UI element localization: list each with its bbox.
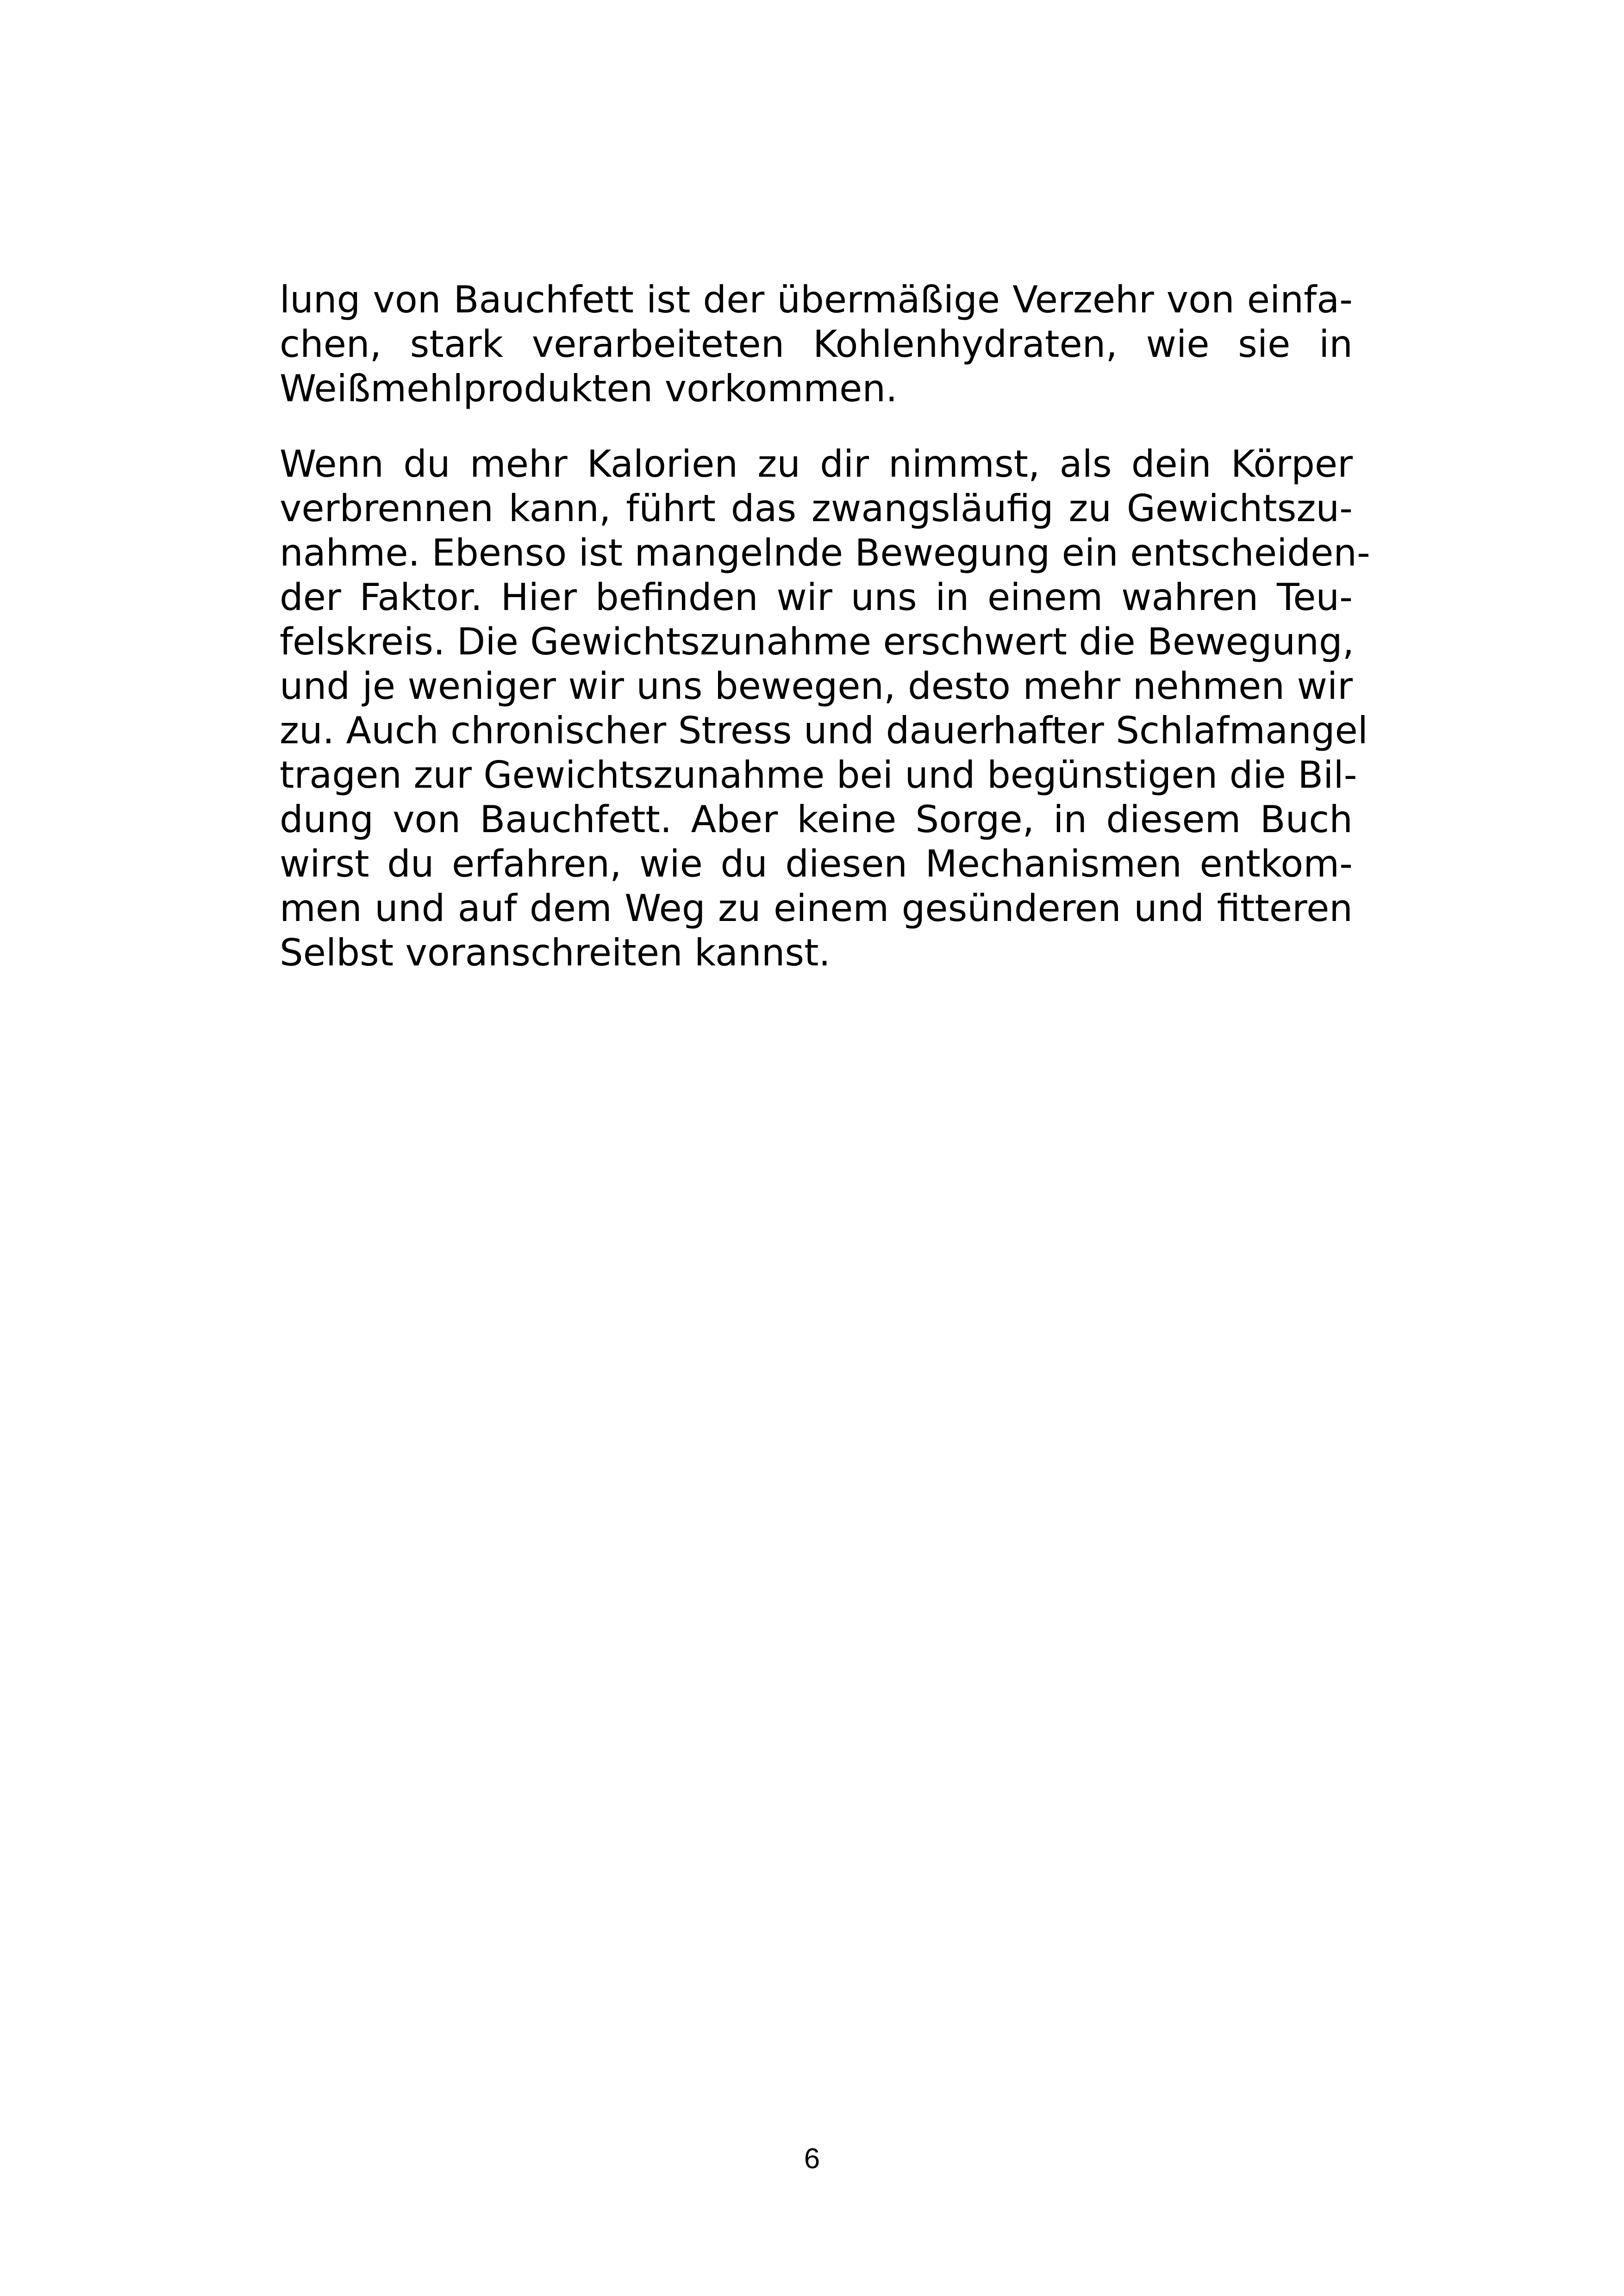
text-line: dung von Bauchfett. Aber keine Sorge, in diesem Buch bbox=[280, 798, 1353, 841]
paragraph-2 bbox=[280, 442, 1370, 975]
text-line: chen, stark verarbeiteten Kohlenhydraten, wie sie in bbox=[280, 323, 1353, 366]
text-line: lung von Bauchfett ist der übermäßige Verzehr von einfa- bbox=[280, 278, 1353, 321]
text-line: verbrennen kann, führt das zwangsläufig zu Gewichtszu- bbox=[280, 487, 1353, 530]
text-line: der Faktor. Hier befinden wir uns in einem wahren Teu- bbox=[280, 576, 1353, 619]
text-line: wirst du erfahren, wie du diesen Mechanismen entkom- bbox=[280, 842, 1353, 885]
text-line: und je weniger wir uns bewegen, desto mehr nehmen wir bbox=[280, 665, 1353, 708]
text-line: tragen zur Gewichtszunahme bei und begünstigen die Bil- bbox=[280, 753, 1357, 796]
text-line: felskreis. Die Gewichtszunahme erschwert die Bewegung, bbox=[280, 620, 1355, 663]
paragraph-1 bbox=[280, 278, 1353, 411]
text-line: nahme. Ebenso ist mangelnde Bewegung ein entscheiden- bbox=[280, 531, 1370, 574]
text-line: Weißmehlprodukten vorkommen. bbox=[280, 367, 898, 410]
page-number: 6 bbox=[804, 2143, 820, 2175]
text-line: zu. Auch chronischer Stress und dauerhafter Schlafmangel bbox=[280, 709, 1368, 752]
text-line: Wenn du mehr Kalorien zu dir nimmst, als dein Körper bbox=[280, 442, 1353, 485]
text-line: Selbst voranschreiten kannst. bbox=[280, 931, 831, 974]
text-line: men und auf dem Weg zu einem gesünderen und fitteren bbox=[280, 887, 1353, 930]
